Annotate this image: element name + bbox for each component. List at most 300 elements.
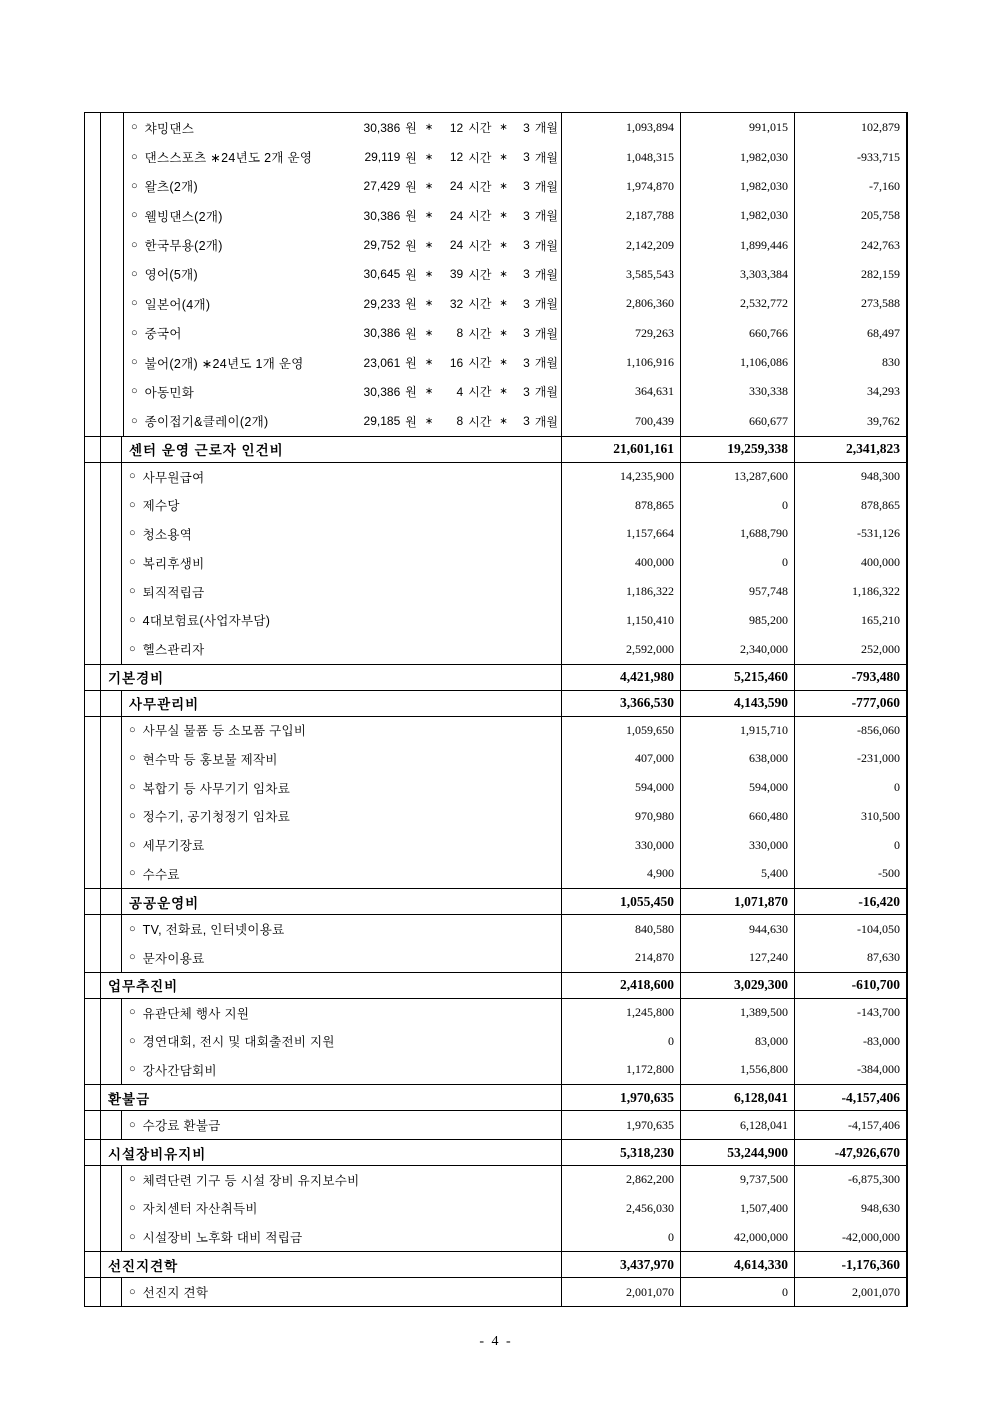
row-label: 센터 운영 근로자 인건비: [129, 443, 284, 459]
circle-bullet-icon: ○: [129, 1063, 136, 1076]
left-spacer-cell: [85, 1085, 101, 1110]
left-spacer-cell: [85, 201, 101, 230]
amount-col2: 330,000: [680, 831, 794, 860]
row-label: 복합기 등 사무기기 임차료: [142, 781, 291, 796]
amount-diff: 242,763: [794, 230, 906, 259]
row-label: 수수료: [142, 867, 180, 882]
row-label: 청소용역: [142, 527, 193, 542]
amount-diff: 282,159: [794, 260, 906, 289]
left-spacer-cell: [85, 113, 101, 142]
calc-price: 30,386: [363, 384, 401, 399]
indent-box: [123, 260, 561, 289]
indent-box: [123, 289, 561, 318]
amount-diff: 878,865: [794, 491, 906, 520]
indent-box: [123, 201, 561, 230]
calc-price: 23,061: [363, 355, 401, 370]
indent-box: [123, 230, 561, 259]
calc-months: 3: [523, 296, 530, 311]
table-row: [85, 1139, 906, 1165]
table-row: [85, 972, 906, 998]
left-spacer-cell: [85, 289, 101, 318]
amount-col1: 970,980: [561, 802, 680, 831]
row-label: 문자이용료: [142, 951, 205, 966]
row-label: 시설장비유지비: [108, 1146, 207, 1162]
indent-box: [121, 1111, 561, 1139]
indent-box: [121, 1027, 561, 1056]
row-label: 영어(5개): [144, 268, 198, 283]
left-spacer-cell: [85, 172, 101, 201]
label-cell: [101, 1278, 561, 1306]
row-label: TV, 전화료, 인터넷이용료: [142, 923, 285, 938]
unit-hours: 시간: [468, 179, 492, 194]
unit-won: 원: [405, 179, 417, 194]
left-spacer-cell: [85, 860, 101, 889]
amount-col2: 42,000,000: [680, 1223, 794, 1252]
multiply-icon: ∗: [499, 268, 508, 280]
row-label: 시설장비 노후화 대비 적립금: [142, 1231, 303, 1246]
amount-col1: 3,437,970: [561, 1252, 680, 1277]
label-cell: [101, 548, 561, 577]
circle-bullet-icon: ○: [129, 1230, 136, 1243]
indent-box: [123, 113, 561, 142]
indent-box: [121, 606, 561, 635]
amount-col2: 53,244,900: [680, 1140, 794, 1165]
amount-col2: 5,400: [680, 860, 794, 889]
amount-diff: -531,126: [794, 520, 906, 549]
amount-col2: 991,015: [680, 113, 794, 142]
circle-bullet-icon: ○: [129, 752, 136, 765]
row-label: 제수당: [142, 499, 180, 514]
multiply-icon: ∗: [499, 122, 508, 134]
indent-box: [123, 407, 561, 436]
amount-col1: 840,580: [561, 915, 680, 943]
unit-hours: 시간: [468, 414, 492, 429]
amount-col1: 0: [561, 1027, 680, 1056]
calc-hours: 24: [449, 179, 464, 194]
row-label: 사무실 물품 등 소모품 구입비: [142, 724, 307, 739]
table-row: [85, 1084, 906, 1110]
left-spacer-cell: [85, 1278, 101, 1306]
row-label: 수강료 환불금: [142, 1119, 221, 1134]
table-row: [85, 690, 906, 716]
amount-col1: 700,439: [561, 407, 680, 436]
amount-diff: 948,300: [794, 463, 906, 491]
amount-col1: 1,048,315: [561, 142, 680, 171]
amount-diff: 0: [794, 831, 906, 860]
row-label: 불어(2개) ∗24년도 1개 운영: [144, 356, 304, 371]
circle-bullet-icon: ○: [129, 1118, 136, 1131]
label-cell: [101, 606, 561, 635]
amount-diff: 400,000: [794, 548, 906, 577]
row-label: 퇴직적립금: [142, 585, 205, 600]
multiply-icon: ∗: [499, 210, 508, 222]
calc-hours: 24: [449, 238, 464, 253]
calc-hours: 8: [456, 326, 464, 341]
label-cell: [101, 319, 561, 348]
amount-diff: -6,875,300: [794, 1166, 906, 1194]
row-label: 종이접기&클레이(2개): [144, 415, 269, 430]
calc-price: 27,429: [363, 179, 401, 194]
amount-col2: 660,766: [680, 319, 794, 348]
indent-box: [121, 1166, 561, 1194]
calc-months: 3: [523, 355, 530, 370]
row-label: 일본어(4개): [144, 297, 211, 312]
left-spacer-cell: [85, 377, 101, 406]
multiply-icon: ∗: [499, 298, 508, 310]
amount-diff: -47,926,670: [794, 1140, 906, 1165]
amount-col1: 2,806,360: [561, 289, 680, 318]
table-row: [85, 1027, 906, 1056]
circle-bullet-icon: ○: [129, 1034, 136, 1047]
circle-bullet-icon: ○: [131, 297, 138, 310]
indent-box: [121, 463, 561, 491]
calc-months: 3: [523, 150, 530, 165]
unit-months: 개월: [534, 150, 558, 165]
calc-expression: [350, 149, 561, 166]
amount-col2: 6,128,041: [680, 1085, 794, 1110]
left-spacer-cell: [85, 1223, 101, 1252]
table-row: [85, 201, 906, 230]
amount-col1: 4,421,980: [561, 665, 680, 690]
left-spacer-cell: [85, 1252, 101, 1277]
amount-col1: 729,263: [561, 319, 680, 348]
indent-box: [123, 319, 561, 348]
indent-box: [121, 773, 561, 802]
circle-bullet-icon: ○: [129, 527, 136, 540]
left-spacer-cell: [85, 1166, 101, 1194]
multiply-icon: ∗: [424, 298, 434, 310]
amount-col1: 2,456,030: [561, 1194, 680, 1223]
multiply-icon: ∗: [424, 180, 434, 192]
amount-col1: 1,245,800: [561, 999, 680, 1027]
indent-box: [121, 1194, 561, 1223]
circle-bullet-icon: ○: [129, 723, 136, 736]
label-cell: [101, 889, 561, 914]
indent-box: [121, 744, 561, 773]
unit-won: 원: [405, 356, 417, 371]
multiply-icon: ∗: [499, 327, 508, 339]
amount-diff: 205,758: [794, 201, 906, 230]
label-cell: [101, 915, 561, 943]
calc-expression: [350, 325, 561, 342]
table-row: [85, 773, 906, 802]
amount-diff: -104,050: [794, 915, 906, 943]
label-cell: [101, 1111, 561, 1139]
indent-box: [121, 802, 561, 831]
label-cell: [101, 348, 561, 377]
circle-bullet-icon: ○: [129, 951, 136, 963]
amount-col2: 4,143,590: [680, 691, 794, 716]
circle-bullet-icon: ○: [129, 809, 136, 822]
circle-bullet-icon: ○: [129, 922, 136, 935]
budget-table: [84, 112, 908, 1307]
amount-diff: 1,186,322: [794, 577, 906, 606]
multiply-icon: ∗: [499, 357, 508, 369]
indent-box: [121, 1056, 561, 1085]
row-label: 중국어: [144, 327, 182, 342]
amount-diff: 2,001,070: [794, 1278, 906, 1306]
amount-col1: 400,000: [561, 548, 680, 577]
amount-col1: 594,000: [561, 773, 680, 802]
calc-hours: 32: [449, 296, 464, 311]
circle-bullet-icon: ○: [131, 179, 138, 192]
label-cell: [101, 635, 561, 664]
amount-col2: 985,200: [680, 606, 794, 635]
amount-col2: 1,899,446: [680, 230, 794, 259]
row-label: 복리후생비: [142, 556, 205, 571]
left-spacer-cell: [85, 744, 101, 773]
amount-col1: 3,585,543: [561, 260, 680, 289]
indent-box: [121, 889, 561, 914]
circle-bullet-icon: ○: [129, 781, 136, 794]
amount-col2: 1,915,710: [680, 717, 794, 745]
left-spacer-cell: [85, 889, 101, 914]
amount-col2: 83,000: [680, 1027, 794, 1056]
label-cell: [101, 999, 561, 1027]
label-cell: [101, 407, 561, 436]
row-label: 사무관리비: [129, 697, 200, 713]
unit-hours: 시간: [468, 326, 492, 341]
unit-won: 원: [405, 267, 417, 282]
table-row: [85, 289, 906, 318]
amount-col2: 1,106,086: [680, 348, 794, 377]
amount-col2: 944,630: [680, 915, 794, 943]
unit-months: 개월: [534, 267, 558, 282]
amount-diff: 948,630: [794, 1194, 906, 1223]
multiply-icon: ∗: [424, 415, 434, 427]
unit-hours: 시간: [468, 385, 492, 400]
indent-box: [121, 437, 561, 462]
calc-months: 3: [523, 326, 530, 341]
label-cell: [101, 113, 561, 142]
label-cell: [101, 802, 561, 831]
circle-bullet-icon: ○: [129, 1201, 136, 1214]
unit-hours: 시간: [468, 356, 492, 371]
amount-col1: 878,865: [561, 491, 680, 520]
calc-months: 3: [523, 179, 530, 194]
left-spacer-cell: [85, 1056, 101, 1085]
row-label: 공공운영비: [129, 895, 200, 911]
label-cell: [101, 1194, 561, 1223]
table-row: [85, 606, 906, 635]
amount-col1: 3,366,530: [561, 691, 680, 716]
table-row: [85, 230, 906, 259]
indent-box: [123, 142, 561, 171]
circle-bullet-icon: ○: [131, 209, 138, 222]
indent-box: [121, 691, 561, 716]
row-label: 환불금: [108, 1091, 151, 1107]
row-label: 챠밍댄스: [144, 121, 195, 136]
left-spacer-cell: [85, 665, 101, 690]
amount-diff: -4,157,406: [794, 1111, 906, 1139]
table-row: [85, 1251, 906, 1277]
amount-col2: 1,389,500: [680, 999, 794, 1027]
calc-hours: 12: [449, 150, 464, 165]
label-cell: [101, 142, 561, 171]
unit-hours: 시간: [468, 121, 492, 136]
indent-box: [121, 520, 561, 549]
label-cell: [101, 744, 561, 773]
left-spacer-cell: [85, 635, 101, 664]
label-cell: [101, 831, 561, 860]
amount-col2: 9,737,500: [680, 1166, 794, 1194]
amount-col2: 1,982,030: [680, 172, 794, 201]
unit-months: 개월: [534, 414, 558, 429]
calc-hours: 12: [449, 120, 464, 135]
left-spacer-cell: [85, 691, 101, 716]
row-label: 사무원급여: [142, 470, 205, 485]
multiply-icon: ∗: [424, 357, 434, 369]
amount-col1: 214,870: [561, 943, 680, 972]
amount-diff: 87,630: [794, 943, 906, 972]
multiply-icon: ∗: [424, 268, 434, 280]
amount-col2: 0: [680, 491, 794, 520]
amount-col2: 2,532,772: [680, 289, 794, 318]
calc-hours: 16: [449, 355, 464, 370]
left-spacer-cell: [85, 437, 101, 462]
table-row: [85, 943, 906, 972]
calc-expression: [350, 383, 561, 400]
amount-col1: 1,157,664: [561, 520, 680, 549]
amount-col2: 6,128,041: [680, 1111, 794, 1139]
calc-expression: [350, 207, 561, 224]
table-row: [85, 716, 906, 745]
amount-diff: -856,060: [794, 717, 906, 745]
unit-won: 원: [405, 238, 417, 253]
row-label: 업무추진비: [108, 979, 179, 995]
label-cell: [101, 773, 561, 802]
calc-hours: 8: [456, 414, 464, 429]
circle-bullet-icon: ○: [129, 642, 136, 655]
amount-col1: 2,142,209: [561, 230, 680, 259]
unit-months: 개월: [534, 209, 558, 224]
multiply-icon: ∗: [499, 415, 508, 427]
left-spacer-cell: [85, 943, 101, 972]
multiply-icon: ∗: [424, 151, 434, 163]
circle-bullet-icon: ○: [129, 1285, 136, 1298]
table-row: [85, 860, 906, 889]
amount-diff: -83,000: [794, 1027, 906, 1056]
row-label: 웰빙댄스(2개): [144, 209, 223, 224]
table-row: [85, 1277, 906, 1306]
amount-diff: -4,157,406: [794, 1085, 906, 1110]
unit-months: 개월: [534, 179, 558, 194]
amount-col1: 2,592,000: [561, 635, 680, 664]
left-spacer-cell: [85, 548, 101, 577]
circle-bullet-icon: ○: [131, 326, 138, 339]
left-spacer-cell: [85, 606, 101, 635]
label-cell: [101, 717, 561, 745]
calc-price: 29,119: [364, 150, 401, 165]
label-cell: [101, 1166, 561, 1194]
amount-diff: 102,879: [794, 113, 906, 142]
indent-box: [121, 943, 561, 972]
amount-col1: 2,418,600: [561, 973, 680, 998]
amount-diff: -143,700: [794, 999, 906, 1027]
row-label: 현수막 등 홍보물 제작비: [142, 752, 278, 767]
indent-box: [121, 860, 561, 889]
calc-price: 29,752: [363, 238, 401, 253]
label-cell: [101, 491, 561, 520]
left-spacer-cell: [85, 319, 101, 348]
indent-box: [121, 1223, 561, 1252]
amount-col1: 1,172,800: [561, 1056, 680, 1085]
left-spacer-cell: [85, 230, 101, 259]
label-cell: [101, 260, 561, 289]
table-row: [85, 348, 906, 377]
amount-col1: 21,601,161: [561, 437, 680, 462]
unit-won: 원: [405, 297, 417, 312]
label-cell: [101, 201, 561, 230]
circle-bullet-icon: ○: [129, 585, 136, 598]
indent-box: [123, 377, 561, 406]
amount-col2: 127,240: [680, 943, 794, 972]
row-label: 기본경비: [108, 671, 165, 687]
calc-price: 30,645: [363, 267, 401, 282]
unit-months: 개월: [534, 121, 558, 136]
amount-diff: -610,700: [794, 973, 906, 998]
amount-diff: -42,000,000: [794, 1223, 906, 1252]
label-cell: [101, 437, 561, 462]
calc-hours: 4: [456, 384, 464, 399]
table-row: [85, 802, 906, 831]
amount-col2: 1,982,030: [680, 201, 794, 230]
unit-hours: 시간: [468, 267, 492, 282]
amount-diff: 830: [794, 348, 906, 377]
amount-diff: 252,000: [794, 635, 906, 664]
row-label: 경연대회, 전시 및 대회출전비 지원: [142, 1035, 335, 1050]
indent-box: [121, 1278, 561, 1306]
unit-hours: 시간: [468, 238, 492, 253]
multiply-icon: ∗: [424, 239, 434, 251]
table-row: [85, 520, 906, 549]
amount-col1: 1,186,322: [561, 577, 680, 606]
multiply-icon: ∗: [499, 386, 508, 398]
amount-col1: 2,001,070: [561, 1278, 680, 1306]
circle-bullet-icon: ○: [131, 267, 138, 280]
label-cell: [101, 230, 561, 259]
left-spacer-cell: [85, 491, 101, 520]
left-spacer-cell: [85, 260, 101, 289]
calc-hours: 39: [449, 267, 464, 282]
amount-col2: 3,029,300: [680, 973, 794, 998]
indent-box: [123, 172, 561, 201]
indent-box: [121, 717, 561, 745]
table-row: [85, 113, 906, 142]
table-row: [85, 664, 906, 690]
table-row: [85, 914, 906, 943]
circle-bullet-icon: ○: [129, 498, 136, 511]
left-spacer-cell: [85, 1027, 101, 1056]
table-row: [85, 744, 906, 773]
circle-bullet-icon: ○: [129, 838, 136, 851]
circle-bullet-icon: ○: [131, 414, 138, 427]
calc-months: 3: [523, 208, 530, 223]
circle-bullet-icon: ○: [131, 385, 138, 398]
calc-months: 3: [523, 238, 530, 253]
calc-price: 30,386: [363, 120, 401, 135]
row-label: 세무기장료: [142, 839, 205, 854]
calc-price: 29,233: [363, 296, 401, 311]
left-spacer-cell: [85, 577, 101, 606]
amount-col1: 364,631: [561, 377, 680, 406]
left-spacer-cell: [85, 520, 101, 549]
circle-bullet-icon: ○: [129, 867, 136, 880]
unit-months: 개월: [534, 326, 558, 341]
circle-bullet-icon: ○: [129, 613, 136, 626]
table-row: [85, 831, 906, 860]
unit-months: 개월: [534, 238, 558, 253]
